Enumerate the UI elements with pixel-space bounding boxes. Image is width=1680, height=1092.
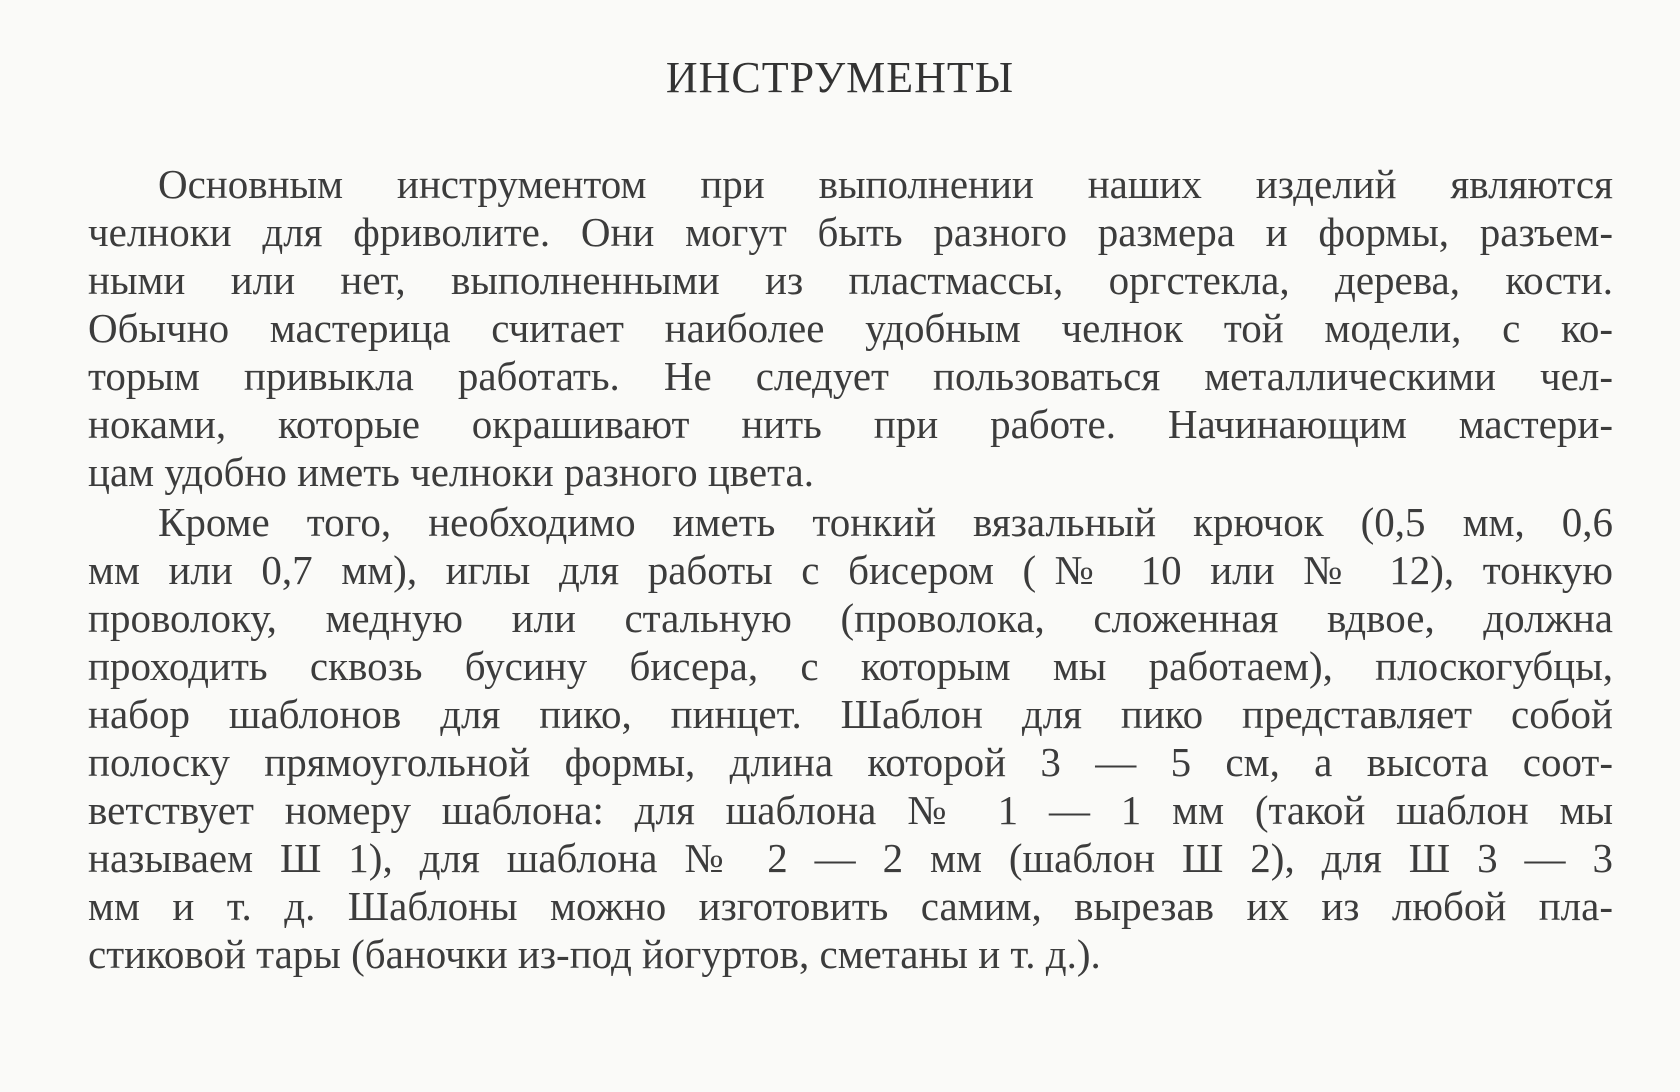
text-line: мм или 0,7 мм), иглы для работы с бисером (№ 10 или № 12), тонкую bbox=[88, 547, 1613, 593]
text-line: набор шаблонов для пико, пинцет. Шаблон для пико представляет собой bbox=[88, 691, 1613, 737]
text-line: ными или нет, выполненными из пластмассы, оргстекла, дерева, кости. bbox=[88, 257, 1613, 303]
text-line: Кроме того, необходимо иметь тонкий вязальный крючок (0,5 мм, 0,6 bbox=[158, 499, 1613, 545]
text-line: стиковой тары (баночки из-под йогуртов, сметаны и т. д.). bbox=[88, 931, 1101, 977]
text-line: Обычно мастерица считает наиболее удобным челнок той модели, с ко- bbox=[88, 305, 1613, 351]
text-line: торым привыкла работать. Не следует пользоваться металлическими чел- bbox=[88, 353, 1613, 399]
text-line: цам удобно иметь челноки разного цвета. bbox=[88, 449, 814, 495]
text-line: ветствует номеру шаблона: для шаблона № 1 — 1 мм (такой шаблон мы bbox=[88, 787, 1613, 833]
text-line: мм и т. д. Шаблоны можно изготовить самим, вырезав их из любой пла- bbox=[88, 883, 1613, 929]
text-line: проходить сквозь бусину бисера, с которым мы работаем), плоскогубцы, bbox=[88, 643, 1613, 689]
text-line: челноки для фриволите. Они могут быть разного размера и формы, разъем- bbox=[88, 209, 1613, 255]
text-line: называем Ш 1), для шаблона № 2 — 2 мм (шаблон Ш 2), для Ш 3 — 3 bbox=[88, 835, 1613, 881]
text-line: полоску прямоугольной формы, длина которой 3 — 5 см, а высота соот- bbox=[88, 739, 1613, 785]
text-line: проволоку, медную или стальную (проволока, сложенная вдвое, должна bbox=[88, 595, 1613, 641]
text-line: Основным инструментом при выполнении наших изделий являются bbox=[158, 161, 1613, 207]
text-line: ноками, которые окрашивают нить при работе. Начинающим мастери- bbox=[88, 401, 1613, 447]
page-title: ИНСТРУМЕНТЫ bbox=[665, 53, 1015, 102]
